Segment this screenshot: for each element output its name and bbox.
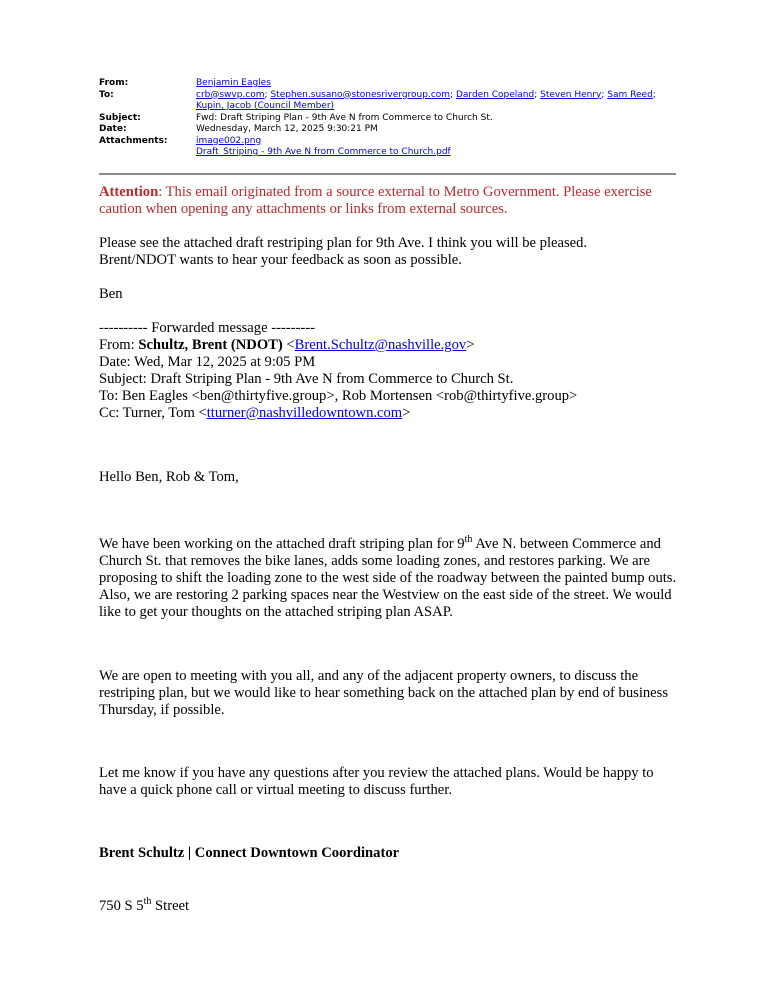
intro-line: Please see the attached draft restriping plan for 9th Ave. I think you will be pleased. xyxy=(99,235,588,251)
forwarded-from: From: Schultz, Brent (NDOT) <Brent.Schultz@nashville.gov> xyxy=(99,337,475,353)
attachments-row xyxy=(99,136,679,159)
p1-text: Ave N. between Commerce and Church St. that removes the bike lanes, adds some loading zones, and restores parking. We are proposing to shift the loading zone to the west side of the roadway between the painted bump outs. Also, we are restoring 2 parking spaces near the Westview on the east side of the street. We would like to get your thoughts on the attached striping plan ASAP. xyxy=(99,536,677,620)
separator: ; xyxy=(264,89,271,100)
from-row xyxy=(99,78,679,90)
intro-text xyxy=(99,235,684,269)
forwarded-sender-name: Schultz, Brent (NDOT) xyxy=(138,337,283,353)
attention-text: : This email originated from a source external to Metro Government. Please exercise caution when opening any attachments or links from external sources. xyxy=(99,184,652,217)
attachments-list xyxy=(196,136,679,159)
paragraph-2: We are open to meeting with you all, and any of the adjacent property owners, to discuss the restriping plan, but we would like to hear something back on the attached plan by end of business Thursday, if possible. xyxy=(99,668,669,718)
address-text: Street xyxy=(151,898,190,914)
from-prefix: From: xyxy=(99,337,139,353)
subject-label: Subject: xyxy=(99,112,141,123)
cc-suffix: > xyxy=(402,405,411,421)
intro-line: Brent/NDOT wants to hear your feedback as soon as possible. xyxy=(99,252,462,268)
forwarded-to: To: Ben Eagles <ben@thirtyfive.group>, Rob Mortensen <rob@thirtyfive.group> xyxy=(99,388,578,404)
attachment-link[interactable]: image002.png xyxy=(196,135,262,146)
email-header xyxy=(99,78,679,159)
paragraph-1 xyxy=(99,536,684,621)
forwarded-cc xyxy=(99,405,684,422)
from-label: From: xyxy=(99,78,129,88)
cc-prefix: Cc: Turner, Tom < xyxy=(99,405,207,421)
signature-address xyxy=(99,898,684,915)
separator: ; xyxy=(652,89,656,100)
recipient-link[interactable]: Kupin, Jacob (Council Member) xyxy=(196,101,335,111)
to-recipients xyxy=(196,90,679,113)
subject-row xyxy=(99,113,679,125)
to-label: To: xyxy=(99,89,114,100)
attachment-link[interactable]: Draft_Striping - 9th Ave N from Commerce to Church.pdf xyxy=(196,147,451,157)
recipient-link[interactable]: Darden Copeland xyxy=(455,89,535,100)
cc-email-link[interactable]: tturner@nashvilledowntown.com xyxy=(206,405,403,421)
recipient-link[interactable]: Stephen.susano@stonesrivergroup.com xyxy=(270,89,451,100)
superscript: th xyxy=(464,534,473,546)
sender-email-link[interactable]: Brent.Schultz@nashville.gov xyxy=(294,337,467,353)
forwarded-header xyxy=(99,320,684,422)
header-divider xyxy=(99,173,676,175)
signoff: Ben xyxy=(99,286,123,302)
to-row xyxy=(99,90,679,113)
date-row xyxy=(99,124,679,136)
paragraph-3: Let me know if you have any questions after you review the attached plans. Would be happy to have a quick phone call or virtual meeting to discuss further. xyxy=(99,765,654,798)
date-value: Wednesday, March 12, 2025 9:30:21 PM xyxy=(196,124,378,134)
forwarded-subject: Subject: Draft Striping Plan - 9th Ave N from Commerce to Church St. xyxy=(99,371,514,387)
forwarded-divider: ---------- Forwarded message --------- xyxy=(99,320,315,336)
p1-text: We have been working on the attached draft striping plan for 9 xyxy=(99,536,465,552)
superscript: th xyxy=(143,896,152,908)
from-link[interactable]: Benjamin Eagles xyxy=(196,78,271,88)
subject-value: Fwd: Draft Striping Plan - 9th Ave N from Commerce to Church St. xyxy=(196,112,493,123)
forwarded-date: Date: Wed, Mar 12, 2025 at 9:05 PM xyxy=(99,354,316,370)
signature-title: Brent Schultz | Connect Downtown Coordinator xyxy=(99,845,400,861)
separator: ; xyxy=(534,89,541,100)
greeting: Hello Ben, Rob & Tom, xyxy=(99,469,239,485)
separator: ; xyxy=(601,89,608,100)
external-warning-banner xyxy=(99,184,684,218)
address-text: 750 S 5 xyxy=(99,898,144,914)
recipient-link[interactable]: Steven Henry xyxy=(540,89,602,100)
attachments-label: Attachments: xyxy=(99,135,168,146)
recipient-link[interactable]: crb@swvp.com xyxy=(196,89,265,100)
date-label: Date: xyxy=(99,124,127,134)
separator: ; xyxy=(450,89,456,100)
recipient-link[interactable]: Sam Reed xyxy=(607,89,653,100)
attention-label: Attention xyxy=(99,184,159,200)
